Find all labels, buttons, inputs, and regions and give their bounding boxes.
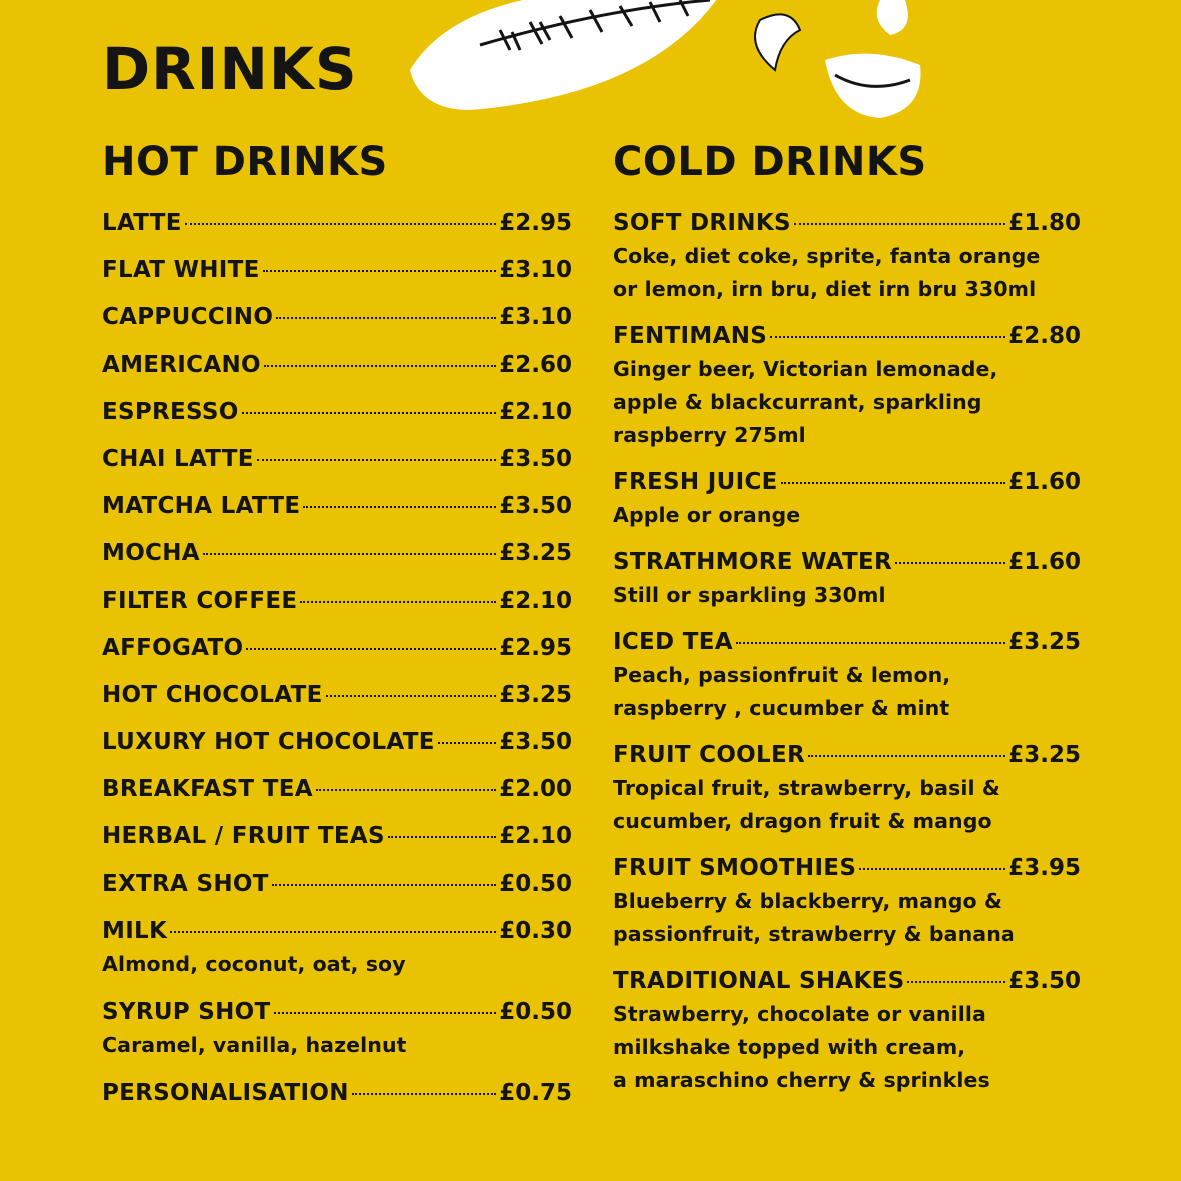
menu-item-row bbox=[102, 772, 572, 806]
menu-item-row bbox=[102, 489, 572, 523]
dotted-leader bbox=[438, 742, 497, 744]
item-price: £3.25 bbox=[499, 681, 572, 708]
item-description: Still or sparkling 330ml bbox=[613, 583, 886, 607]
menu-item-row bbox=[613, 206, 1081, 240]
dotted-leader bbox=[203, 553, 496, 555]
menu-item bbox=[102, 395, 572, 442]
item-price: £2.10 bbox=[499, 398, 572, 425]
dotted-leader bbox=[242, 412, 497, 414]
menu-item-row bbox=[102, 914, 572, 948]
dotted-leader bbox=[907, 981, 1005, 983]
item-name: HERBAL / FRUIT TEAS bbox=[102, 823, 385, 850]
seed-icon bbox=[755, 14, 800, 70]
item-name: TRADITIONAL SHAKES bbox=[613, 968, 905, 994]
item-name: HOT CHOCOLATE bbox=[102, 681, 323, 708]
item-description: Peach, passionfruit & lemon, bbox=[613, 663, 951, 687]
menu-item bbox=[102, 678, 572, 725]
menu-item bbox=[102, 914, 572, 995]
item-price: £2.95 bbox=[499, 634, 572, 661]
item-description: Almond, coconut, oat, soy bbox=[102, 951, 406, 976]
menu-item bbox=[613, 319, 1081, 452]
seed-icon bbox=[825, 54, 921, 118]
dotted-leader bbox=[770, 336, 1005, 338]
dotted-leader bbox=[300, 601, 496, 603]
menu-item-row bbox=[102, 867, 572, 901]
item-name: FILTER COFFEE bbox=[102, 587, 298, 614]
item-price: £2.60 bbox=[499, 351, 572, 378]
dotted-leader bbox=[303, 506, 496, 508]
dotted-leader bbox=[794, 223, 1005, 225]
item-name: AMERICANO bbox=[102, 351, 261, 378]
menu-item-row bbox=[102, 300, 572, 334]
menu-item-row bbox=[102, 725, 572, 759]
item-description: Apple or orange bbox=[613, 503, 801, 527]
menu-item-row bbox=[102, 536, 572, 570]
item-description: or lemon, irn bru, diet irn bru 330ml bbox=[613, 277, 1037, 301]
menu-item bbox=[102, 442, 572, 489]
dotted-leader bbox=[276, 317, 496, 319]
item-description: Caramel, vanilla, hazelnut bbox=[102, 1032, 407, 1057]
menu-item bbox=[613, 465, 1081, 532]
menu-item-row bbox=[613, 964, 1081, 998]
dotted-leader bbox=[316, 789, 496, 791]
menu-item bbox=[102, 1076, 572, 1123]
dotted-leader bbox=[736, 642, 1005, 644]
menu-item-row bbox=[102, 631, 572, 665]
dotted-leader bbox=[170, 931, 496, 933]
menu-item bbox=[613, 206, 1081, 306]
dotted-leader bbox=[781, 482, 1006, 484]
item-name: FRUIT SMOOTHIES bbox=[613, 855, 857, 881]
item-price: £3.95 bbox=[1008, 855, 1081, 881]
item-price: £2.80 bbox=[1008, 323, 1081, 349]
dotted-leader bbox=[895, 562, 1005, 564]
item-price: £3.50 bbox=[499, 729, 572, 756]
menu-item bbox=[613, 545, 1081, 612]
item-name: FLAT WHITE bbox=[102, 257, 260, 284]
item-price: £3.50 bbox=[1008, 968, 1081, 994]
dotted-leader bbox=[326, 695, 497, 697]
menu-item-row bbox=[102, 1076, 572, 1110]
dotted-leader bbox=[352, 1093, 496, 1095]
dotted-leader bbox=[246, 648, 496, 650]
menu-item-row bbox=[613, 465, 1081, 499]
dotted-leader bbox=[859, 868, 1005, 870]
item-price: £0.30 bbox=[499, 917, 572, 944]
item-name: SYRUP SHOT bbox=[102, 998, 271, 1025]
menu-item bbox=[102, 348, 572, 395]
item-name: MATCHA LATTE bbox=[102, 493, 301, 520]
item-name: FENTIMANS bbox=[613, 323, 768, 349]
item-name: FRESH JUICE bbox=[613, 469, 778, 495]
menu-item-row bbox=[102, 395, 572, 429]
item-name: MOCHA bbox=[102, 540, 200, 567]
item-price: £2.95 bbox=[499, 210, 572, 236]
menu-item-row bbox=[102, 678, 572, 712]
menu-item-row bbox=[102, 819, 572, 853]
menu-item bbox=[102, 536, 572, 583]
item-name: CAPPUCCINO bbox=[102, 304, 274, 331]
item-name: PERSONALISATION bbox=[102, 1079, 349, 1106]
menu-item bbox=[102, 867, 572, 914]
item-price: £3.25 bbox=[1008, 629, 1081, 655]
menu-item-row bbox=[613, 319, 1081, 353]
page-title: DRINKS bbox=[102, 35, 358, 103]
item-description: passionfruit, strawberry & banana bbox=[613, 922, 1015, 946]
item-price: £0.50 bbox=[499, 998, 572, 1025]
item-price: £3.25 bbox=[1008, 742, 1081, 768]
item-price: £2.10 bbox=[499, 587, 572, 614]
menu-item-row bbox=[102, 995, 572, 1029]
dotted-leader bbox=[264, 365, 496, 367]
dotted-leader bbox=[808, 755, 1005, 757]
item-price: £1.60 bbox=[1008, 549, 1081, 575]
menu-item bbox=[102, 584, 572, 631]
item-price: £0.50 bbox=[499, 870, 572, 897]
menu-item-row bbox=[102, 442, 572, 476]
menu-item-row bbox=[102, 584, 572, 618]
item-name: SOFT DRINKS bbox=[613, 210, 791, 236]
menu-item bbox=[102, 772, 572, 819]
item-price: £2.10 bbox=[499, 823, 572, 850]
item-price: £3.10 bbox=[499, 304, 572, 331]
menu-item bbox=[102, 725, 572, 772]
menu-item bbox=[613, 851, 1081, 951]
item-description: Coke, diet coke, sprite, fanta orange bbox=[613, 244, 1041, 268]
item-description: cucumber, dragon fruit & mango bbox=[613, 809, 992, 833]
menu-item-row bbox=[102, 253, 572, 287]
item-description: Blueberry & blackberry, mango & bbox=[613, 889, 1002, 913]
item-name: BREAKFAST TEA bbox=[102, 776, 313, 803]
menu-item-row bbox=[613, 625, 1081, 659]
item-price: £0.75 bbox=[499, 1079, 572, 1106]
menu-item bbox=[613, 964, 1081, 1097]
menu-item bbox=[102, 300, 572, 347]
section-heading-cold: COLD DRINKS bbox=[613, 139, 927, 185]
menu-item bbox=[102, 489, 572, 536]
item-description: raspberry 275ml bbox=[613, 423, 806, 447]
menu-item bbox=[613, 738, 1081, 838]
item-name: CHAI LATTE bbox=[102, 445, 254, 472]
menu-item-row bbox=[613, 738, 1081, 772]
item-price: £3.50 bbox=[499, 445, 572, 472]
menu-item bbox=[102, 206, 572, 253]
item-name: FRUIT COOLER bbox=[613, 742, 806, 768]
dotted-leader bbox=[263, 270, 497, 272]
item-price: £3.10 bbox=[499, 257, 572, 284]
menu-item bbox=[613, 625, 1081, 725]
menu-item-row bbox=[102, 206, 572, 240]
dotted-leader bbox=[274, 1012, 497, 1014]
dotted-leader bbox=[272, 884, 497, 886]
menu-item bbox=[102, 995, 572, 1076]
menu-item bbox=[102, 253, 572, 300]
item-price: £1.60 bbox=[1008, 469, 1081, 495]
item-name: EXTRA SHOT bbox=[102, 870, 269, 897]
hot-drinks-section bbox=[102, 140, 572, 1123]
item-description: Strawberry, chocolate or vanilla bbox=[613, 1002, 986, 1026]
menu-item-row bbox=[613, 851, 1081, 885]
cold-drinks-list bbox=[613, 206, 1081, 1097]
seed-icon bbox=[877, 0, 908, 35]
dotted-leader bbox=[388, 836, 496, 838]
item-description: milkshake topped with cream, bbox=[613, 1035, 966, 1059]
item-name: LATTE bbox=[102, 210, 182, 236]
item-name: MILK bbox=[102, 917, 168, 944]
item-name: ICED TEA bbox=[613, 629, 733, 655]
item-description: a maraschino cherry & sprinkles bbox=[613, 1068, 990, 1092]
item-description: apple & blackcurrant, sparkling bbox=[613, 390, 982, 414]
item-price: £2.00 bbox=[499, 776, 572, 803]
cold-drinks-section bbox=[613, 140, 1081, 1110]
item-description: raspberry , cucumber & mint bbox=[613, 696, 950, 720]
item-name: ESPRESSO bbox=[102, 398, 239, 425]
leaf-icon bbox=[410, 0, 720, 110]
item-name: LUXURY HOT CHOCOLATE bbox=[102, 729, 435, 756]
dotted-leader bbox=[185, 223, 496, 225]
item-description: Tropical fruit, strawberry, basil & bbox=[613, 776, 1000, 800]
menu-item-row bbox=[102, 348, 572, 382]
item-price: £3.25 bbox=[499, 540, 572, 567]
menu-item-row bbox=[613, 545, 1081, 579]
item-price: £1.80 bbox=[1008, 210, 1081, 236]
item-name: AFFOGATO bbox=[102, 634, 244, 661]
hot-drinks-list bbox=[102, 206, 572, 1123]
item-description: Ginger beer, Victorian lemonade, bbox=[613, 357, 998, 381]
menu-item bbox=[102, 819, 572, 866]
item-price: £3.50 bbox=[499, 493, 572, 520]
dotted-leader bbox=[257, 459, 496, 461]
menu-item bbox=[102, 631, 572, 678]
item-name: STRATHMORE WATER bbox=[613, 549, 893, 575]
section-heading-hot: HOT DRINKS bbox=[102, 139, 388, 185]
